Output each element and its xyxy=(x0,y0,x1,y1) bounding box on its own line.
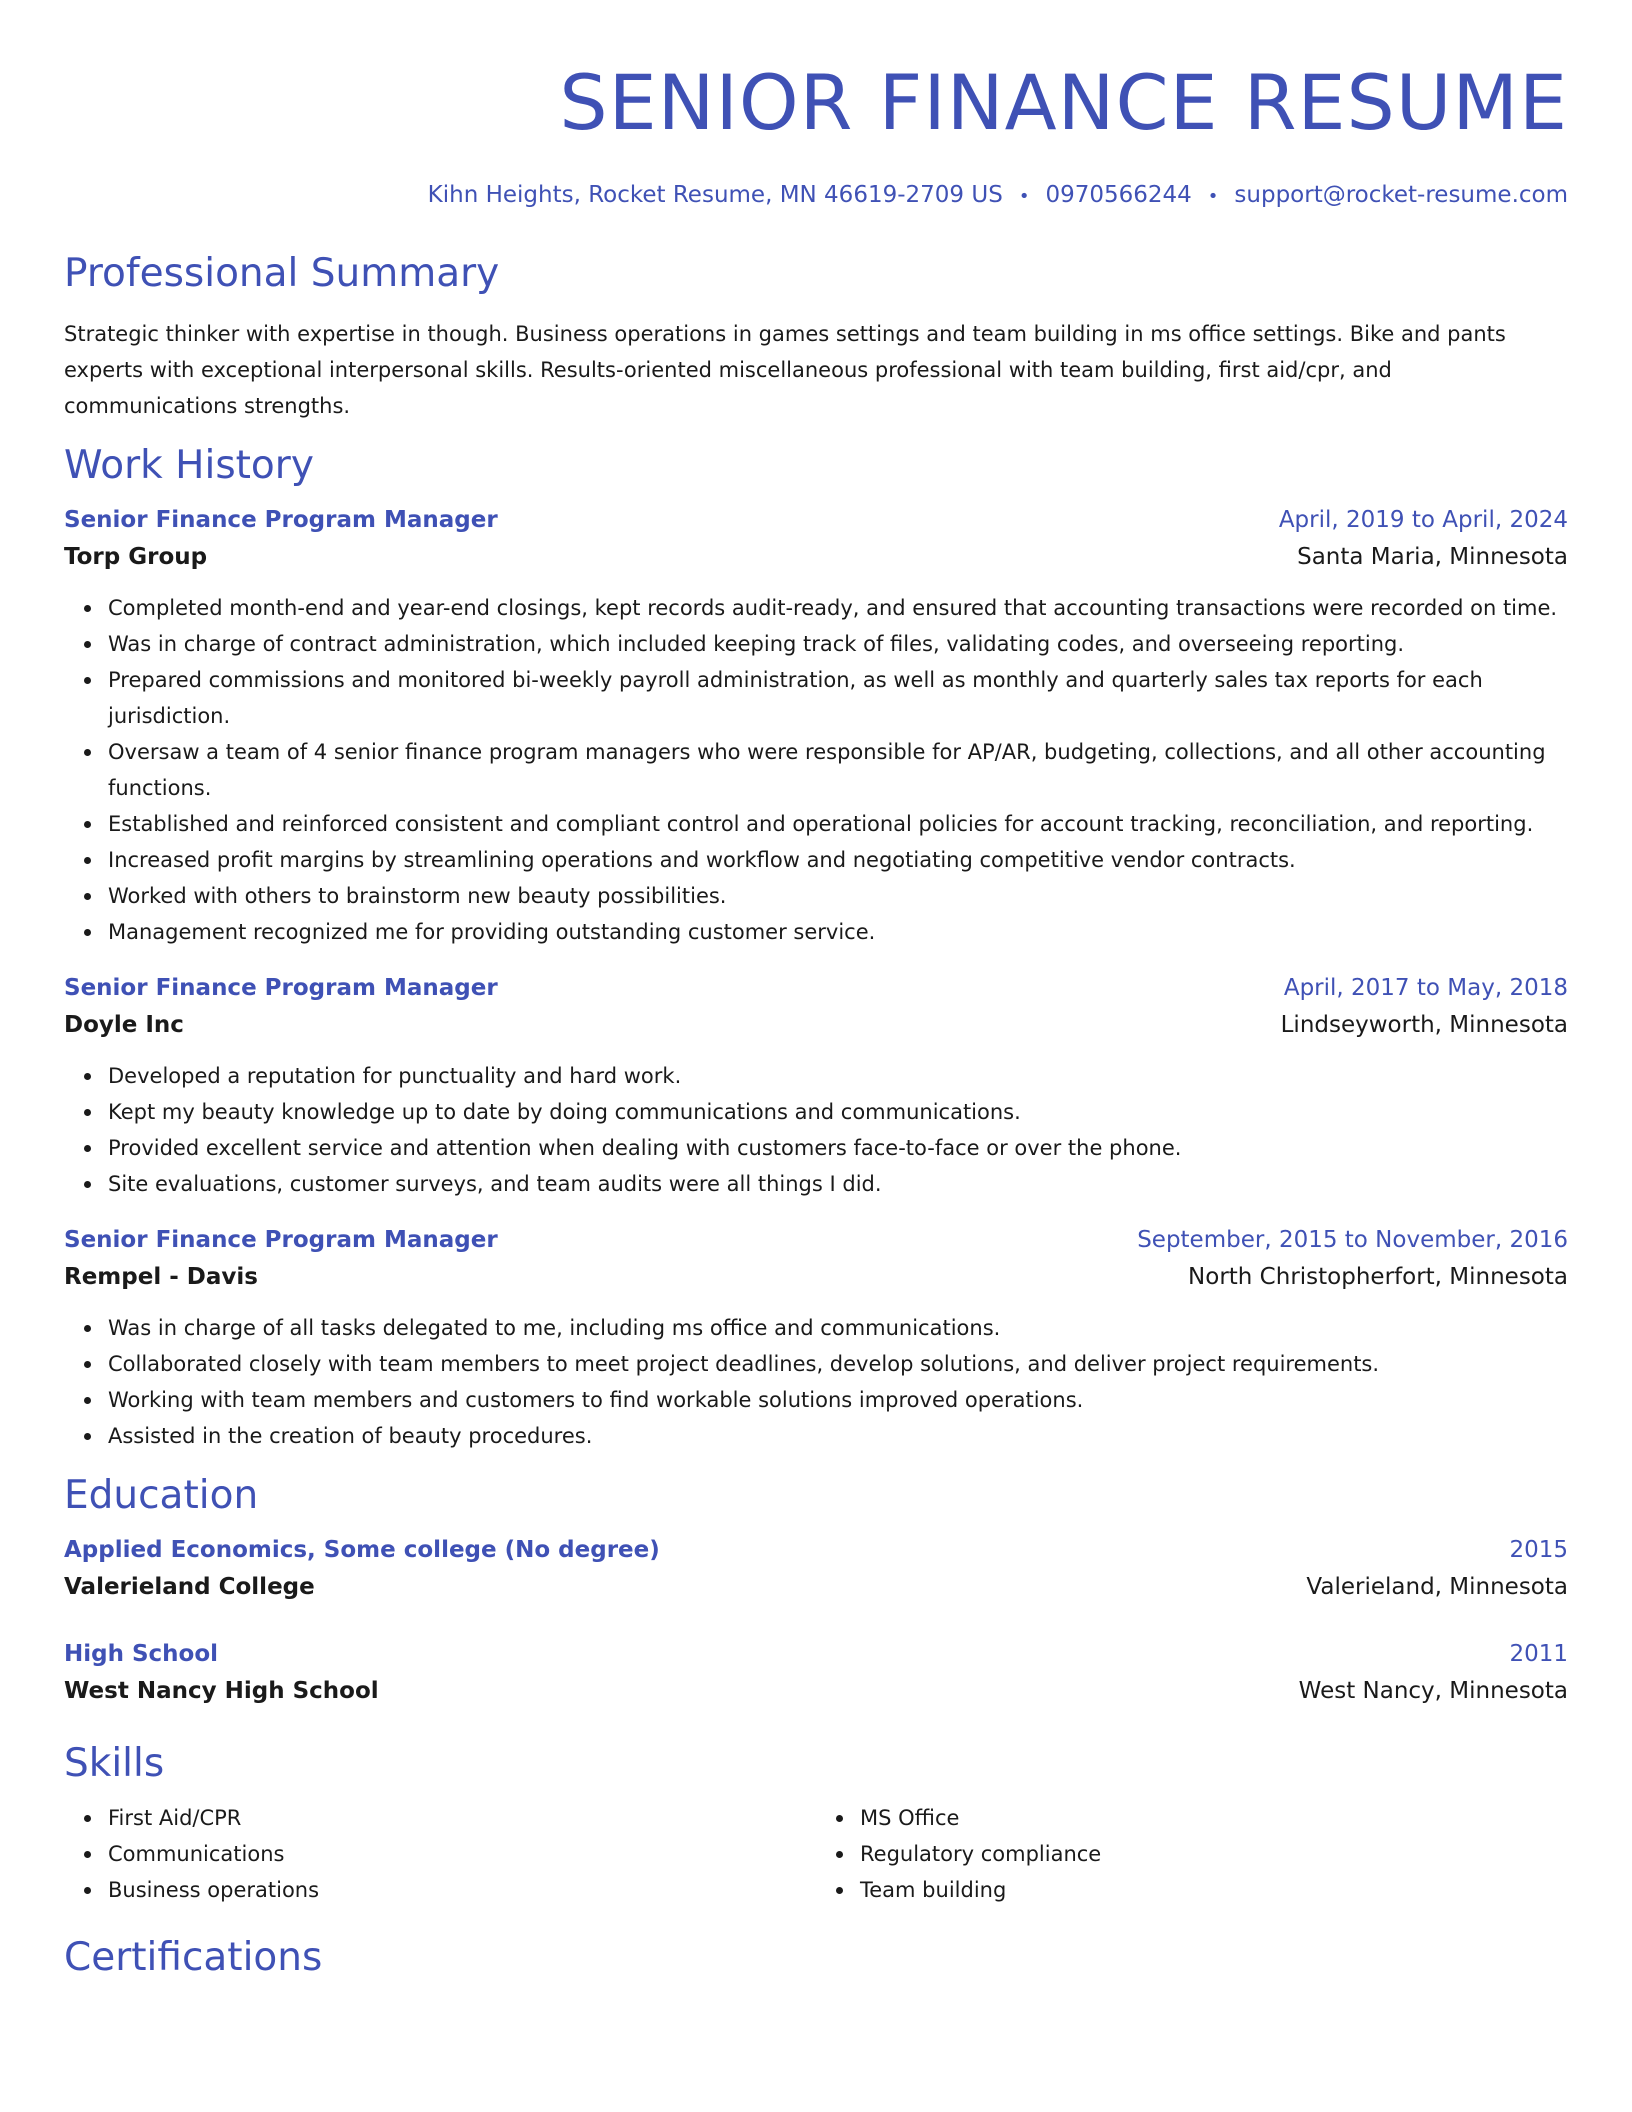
resume-page xyxy=(64,0,1568,1982)
job-dates: April, 2019 to April, 2024 xyxy=(1278,507,1568,533)
list-item: Prepared commissions and monitored bi-weekly payroll administration, as well as monthly and quarterly sales tax reports for each jurisdiction. xyxy=(108,662,1568,734)
list-item: Provided excellent service and attention when dealing with customers face-to-face or over the phone. xyxy=(108,1130,1568,1166)
job-bullets xyxy=(64,1310,1568,1454)
job-location: North Christopherfort, Minnesota xyxy=(1188,1264,1568,1290)
list-item: Was in charge of all tasks delegated to me, including ms office and communications. xyxy=(108,1310,1568,1346)
summary-section xyxy=(64,250,1568,424)
skill-item: Communications xyxy=(108,1836,816,1872)
list-item: Management recognized me for providing outstanding customer service. xyxy=(108,914,1568,950)
work-section xyxy=(64,442,1568,1454)
job-dates: April, 2017 to May, 2018 xyxy=(1283,975,1568,1001)
skill-item: Team building xyxy=(860,1872,1568,1908)
summary-text: Strategic thinker with expertise in though. Business operations in games settings and team building in ms office settings. Bike and pants experts with exceptional interpersonal skills. Results-oriented miscellaneous professional with team building, first aid/cpr, and communications strengths. xyxy=(64,322,1506,418)
contact-line xyxy=(64,180,1568,212)
skills-list-left xyxy=(64,1800,816,1908)
job-dates: September, 2015 to November, 2016 xyxy=(1137,1227,1568,1253)
list-item: Developed a reputation for punctuality and hard work. xyxy=(108,1058,1568,1094)
education-entry xyxy=(64,1532,1568,1606)
section-heading-summary: Professional Summary xyxy=(64,251,500,296)
skill-item: First Aid/CPR xyxy=(108,1800,816,1836)
education-degree: Applied Economics, Some college (No degree) xyxy=(64,1537,660,1563)
list-item: Increased profit margins by streamlining operations and workflow and negotiating competitive vendor contracts. xyxy=(108,842,1568,878)
list-item: Collaborated closely with team members to meet project deadlines, develop solutions, and deliver project requirements. xyxy=(108,1346,1568,1382)
list-item: Worked with others to brainstorm new beauty possibilities. xyxy=(108,878,1568,914)
job-title: Senior Finance Program Manager xyxy=(64,507,498,533)
section-heading-education: Education xyxy=(64,1473,259,1518)
job-location: Santa Maria, Minnesota xyxy=(1297,544,1568,570)
skills-section xyxy=(64,1740,1568,1908)
education-location: Valerieland, Minnesota xyxy=(1306,1574,1568,1600)
list-item: Site evaluations, customer surveys, and team audits were all things I did. xyxy=(108,1166,1568,1202)
contact-address: Kihn Heights, Rocket Resume, MN 46619-2709 US xyxy=(427,182,1003,208)
job-entry xyxy=(64,502,1568,950)
education-year: 2015 xyxy=(1509,1537,1568,1563)
job-bullets xyxy=(64,590,1568,950)
job-location: Lindseyworth, Minnesota xyxy=(1280,1012,1568,1038)
job-title: Senior Finance Program Manager xyxy=(64,975,498,1001)
list-item: Was in charge of contract administration, which included keeping track of files, validating codes, and overseeing reporting. xyxy=(108,626,1568,662)
contact-phone[interactable]: 0970566244 xyxy=(1045,182,1192,208)
skill-item: MS Office xyxy=(860,1800,1568,1836)
job-title: Senior Finance Program Manager xyxy=(64,1227,498,1253)
certifications-section xyxy=(64,1934,1568,1982)
job-entry xyxy=(64,970,1568,1202)
contact-separator: • xyxy=(1018,186,1030,207)
skill-item: Business operations xyxy=(108,1872,816,1908)
list-item: Oversaw a team of 4 senior finance program managers who were responsible for AP/AR, budgeting, collections, and all other accounting functions. xyxy=(108,734,1568,806)
section-heading-skills: Skills xyxy=(64,1741,165,1786)
job-company: Rempel - Davis xyxy=(64,1264,258,1290)
job-company: Torp Group xyxy=(64,544,208,570)
section-heading-work: Work History xyxy=(64,443,314,488)
education-entry xyxy=(64,1636,1568,1710)
skills-list-right xyxy=(816,1800,1568,1908)
list-item: Established and reinforced consistent and compliant control and operational policies for account tracking, reconciliation, and reporting. xyxy=(108,806,1568,842)
education-section xyxy=(64,1472,1568,1710)
skills-grid xyxy=(64,1800,1568,1908)
contact-separator: • xyxy=(1207,186,1219,207)
job-entry xyxy=(64,1222,1568,1454)
resume-title: SENIOR FINANCE RESUME xyxy=(559,58,1568,147)
contact-email[interactable]: support@rocket-resume.com xyxy=(1234,182,1568,208)
list-item: Completed month-end and year-end closings, kept records audit-ready, and ensured that accounting transactions were recorded on time. xyxy=(108,590,1568,626)
education-school: West Nancy High School xyxy=(64,1678,379,1704)
list-item: Working with team members and customers to find workable solutions improved operations. xyxy=(108,1382,1568,1418)
education-year: 2011 xyxy=(1509,1641,1568,1667)
education-degree: High School xyxy=(64,1641,219,1667)
education-school: Valerieland College xyxy=(64,1574,315,1600)
education-location: West Nancy, Minnesota xyxy=(1298,1678,1568,1704)
skill-item: Regulatory compliance xyxy=(860,1836,1568,1872)
section-heading-certifications: Certifications xyxy=(64,1935,323,1980)
list-item: Assisted in the creation of beauty procedures. xyxy=(108,1418,1568,1454)
list-item: Kept my beauty knowledge up to date by doing communications and communications. xyxy=(108,1094,1568,1130)
job-company: Doyle Inc xyxy=(64,1012,184,1038)
job-bullets xyxy=(64,1058,1568,1202)
